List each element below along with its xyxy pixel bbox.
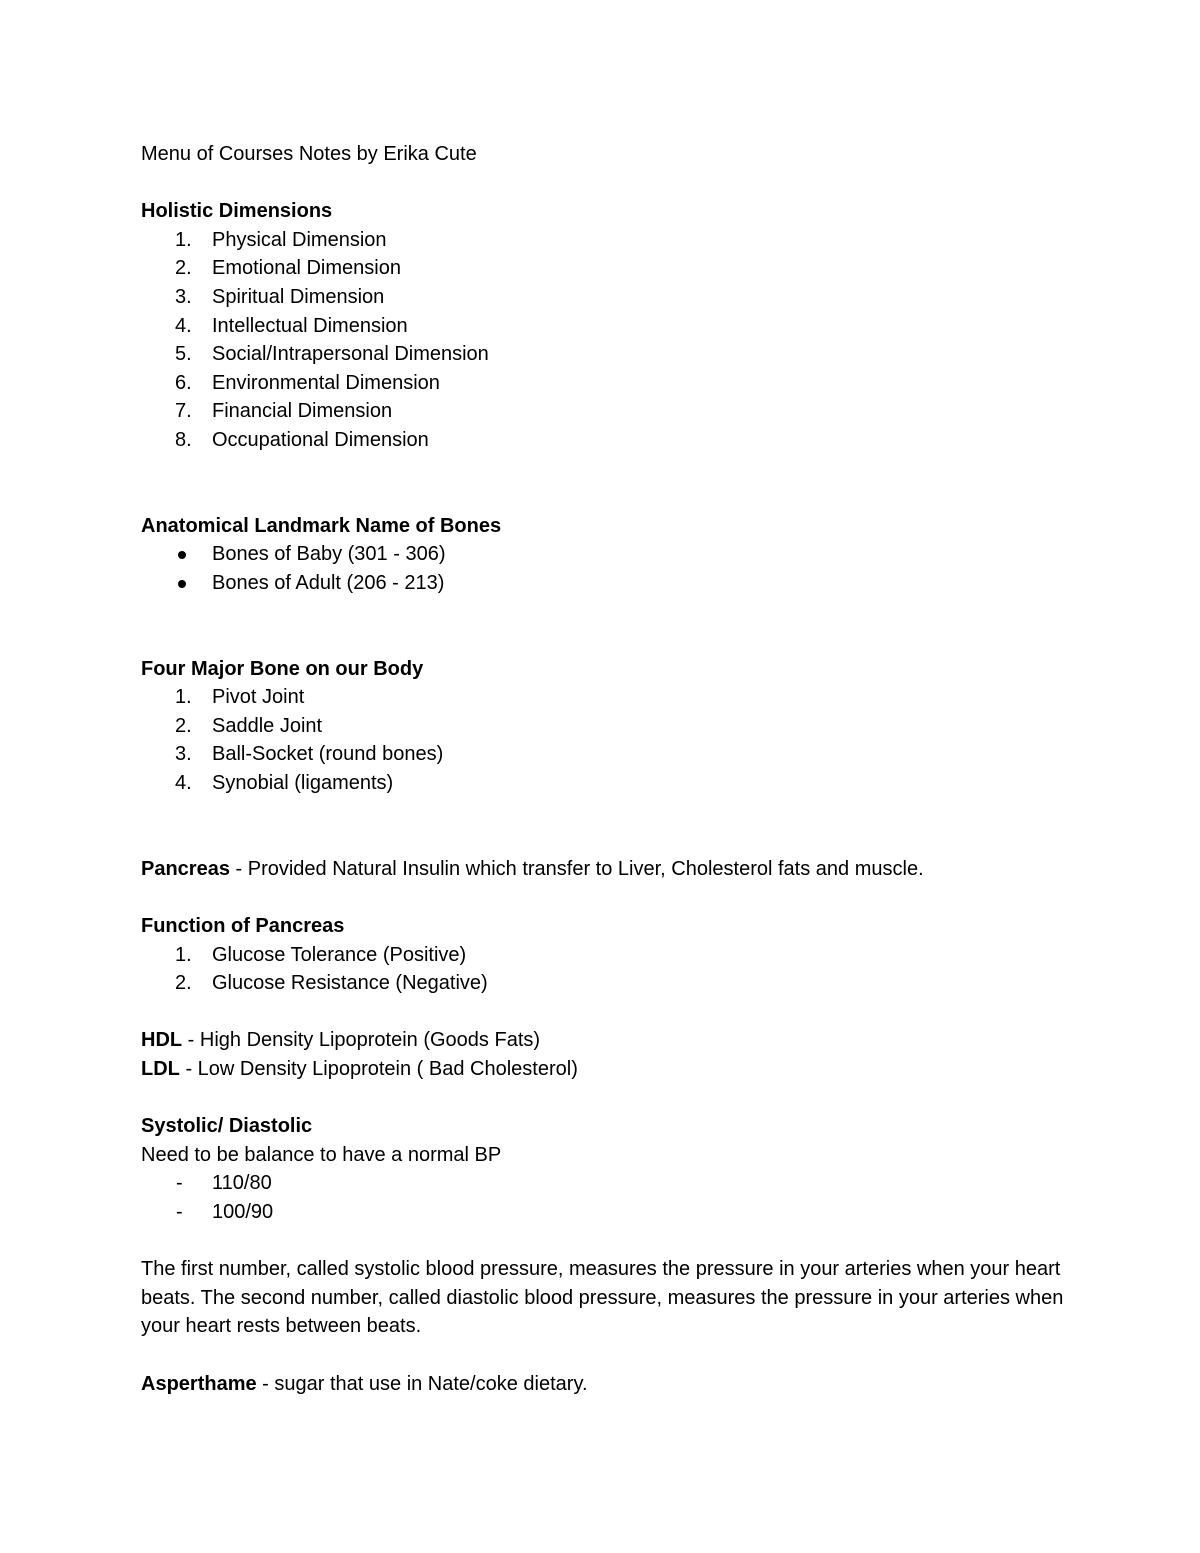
- bp-intro: Need to be balance to have a normal BP: [141, 1143, 502, 1166]
- term-label: Asperthame: [141, 1372, 257, 1395]
- aspartame-definition: [141, 1370, 1071, 1399]
- list-number: 1.: [175, 686, 192, 709]
- list-item: [141, 340, 1071, 369]
- pancreas-definition: [141, 855, 1071, 884]
- list-number: 3.: [175, 743, 192, 766]
- list-item: [141, 369, 1071, 398]
- landmark-list: [141, 540, 1071, 597]
- term-label: Pancreas: [141, 857, 230, 880]
- term-label: LDL: [141, 1058, 180, 1080]
- pancreas-function-list: [141, 941, 1071, 998]
- list-number: 3.: [175, 285, 192, 308]
- list-text: Occupational Dimension: [212, 428, 429, 451]
- list-text: Social/Intrapersonal Dimension: [212, 343, 489, 366]
- list-number: 1.: [175, 943, 192, 966]
- bp-list: [141, 1169, 1071, 1226]
- list-text: Ball-Socket (round bones): [212, 743, 444, 766]
- landmark-heading: Anatomical Landmark Name of Bones: [141, 514, 502, 537]
- bp-heading: Systolic/ Diastolic: [141, 1115, 313, 1138]
- list-text: Environmental Dimension: [212, 371, 440, 394]
- holistic-list: [141, 226, 1071, 455]
- major-bone-list: [141, 683, 1071, 797]
- document-title: Menu of Courses Notes by Erika Cute: [141, 143, 477, 165]
- term-text: - High Density Lipoprotein (Goods Fats): [182, 1029, 541, 1052]
- list-text: 110/80: [212, 1172, 272, 1195]
- major-bone-heading: Four Major Bone on our Body: [141, 657, 424, 680]
- list-text: Glucose Tolerance (Positive): [212, 943, 467, 966]
- list-text: Glucose Resistance (Negative): [212, 972, 488, 995]
- list-item: [141, 312, 1071, 341]
- list-item: [141, 569, 1071, 598]
- list-text: Bones of Adult (206 - 213): [212, 571, 445, 594]
- list-item: [141, 1169, 1071, 1198]
- list-number: 6.: [175, 371, 192, 394]
- list-text: 100/90: [212, 1200, 274, 1223]
- list-number: 2.: [175, 972, 192, 995]
- list-number: 1.: [175, 228, 192, 251]
- document-page: [141, 140, 1071, 1398]
- list-item: [141, 712, 1071, 741]
- list-item: [141, 254, 1071, 283]
- list-item: [141, 941, 1071, 970]
- term-text: - sugar that use in Nate/coke dietary.: [256, 1372, 588, 1395]
- list-text: Spiritual Dimension: [212, 285, 385, 308]
- list-item: [141, 683, 1071, 712]
- list-text: Saddle Joint: [212, 714, 323, 737]
- holistic-heading: Holistic Dimensions: [141, 200, 333, 223]
- list-item: [141, 426, 1071, 455]
- term-label: HDL: [141, 1029, 183, 1052]
- pancreas-function-heading: Function of Pancreas: [141, 915, 345, 938]
- list-number: 8.: [175, 428, 192, 451]
- list-text: Pivot Joint: [212, 686, 305, 709]
- hdl-definition: [141, 1026, 1071, 1055]
- list-text: Intellectual Dimension: [212, 314, 408, 337]
- ldl-definition: [141, 1055, 1071, 1084]
- list-number: 7.: [175, 400, 192, 423]
- list-item: [141, 769, 1071, 798]
- list-item: [141, 740, 1071, 769]
- term-text: - Provided Natural Insulin which transfer to Liver, Cholesterol fats and muscle.: [229, 857, 924, 880]
- list-text: Synobial (ligaments): [212, 772, 394, 795]
- list-item: [141, 969, 1071, 998]
- term-text: - Low Density Lipoprotein ( Bad Cholesterol): [179, 1058, 578, 1080]
- list-number: 5.: [175, 343, 192, 366]
- bp-explanation: The first number, called systolic blood pressure, measures the pressure in your arteries when your heart beats. The second number, called diastolic blood pressure, measures the pressure in your arteries when your heart rests between beats.: [141, 1258, 1064, 1338]
- list-number: 2.: [175, 714, 192, 737]
- list-text: Emotional Dimension: [212, 257, 401, 280]
- list-number: 4.: [175, 314, 192, 337]
- list-item: [141, 1198, 1071, 1227]
- list-item: [141, 540, 1071, 569]
- list-text: Financial Dimension: [212, 400, 393, 423]
- dash-marker: -: [176, 1172, 183, 1195]
- dash-marker: -: [176, 1200, 183, 1223]
- list-text: Physical Dimension: [212, 228, 387, 251]
- bullet-icon: [178, 551, 186, 559]
- list-item: [141, 283, 1071, 312]
- list-item: [141, 397, 1071, 426]
- list-number: 2.: [175, 257, 192, 280]
- list-item: [141, 226, 1071, 255]
- bullet-icon: [178, 580, 186, 588]
- list-text: Bones of Baby (301 - 306): [212, 543, 446, 566]
- list-number: 4.: [175, 772, 192, 795]
